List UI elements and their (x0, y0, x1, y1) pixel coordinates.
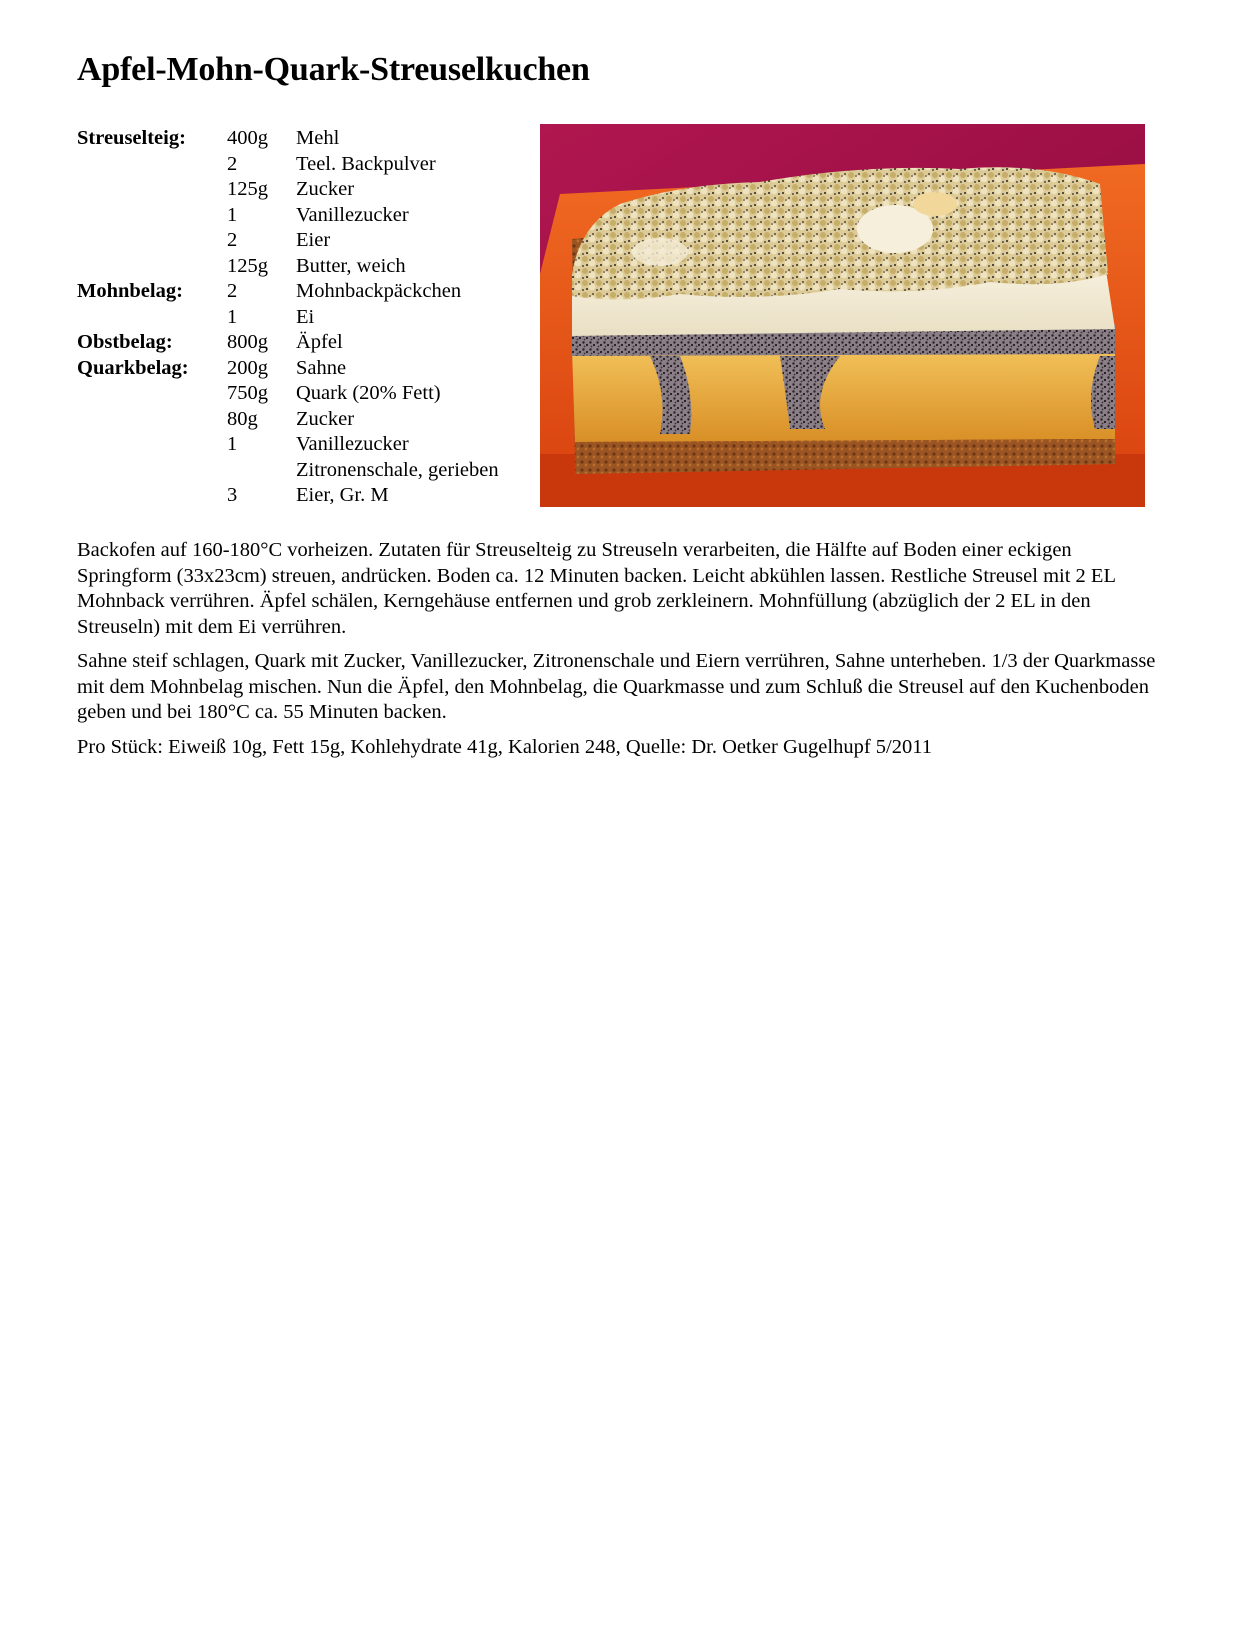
instruction-paragraph: Sahne steif schlagen, Quark mit Zucker, Vanillezucker, Zitronenschale und Eiern verrühren, Sahne unterheben. 1/3 der Quarkmasse mit dem Mohnbelag mischen. Nun die Äpfel, den Mohnbelag, die Quarkmasse und zum Schluß die Streusel auf den Kuchenboden geben und bei 180°C ca. 55 Minuten backen. (77, 650, 1156, 723)
ingredient-name: Quark (20% Fett) (296, 382, 441, 404)
ingredient-row (77, 407, 537, 433)
ingredient-section (77, 381, 227, 407)
ingredient-section (77, 432, 227, 458)
ingredient-name: Vanillezucker (296, 203, 409, 226)
ingredient-row (77, 305, 537, 331)
ingredient-row (77, 432, 537, 458)
ingredient-quantity: 2 (227, 152, 238, 175)
ingredient-name: Zucker (296, 178, 355, 200)
ingredient-section (77, 305, 227, 331)
ingredient-section (77, 254, 227, 280)
ingredient-quantity: 125g (227, 254, 268, 277)
ingredient-row (77, 152, 537, 178)
ingredient-row (77, 254, 537, 280)
ingredient-row (77, 279, 537, 305)
instruction-paragraph: Backofen auf 160-180°C vorheizen. Zutaten für Streuselteig zu Streuseln verarbeiten, die Hälfte auf Boden einer eckigen Springform (33x23cm) streuen, andrücken. Boden ca. 12 Minuten backen. Leicht abkühlen lassen. Restliche Streusel mit 2 EL Mohnback verrühren. Äpfel schälen, Kerngehäuse entfernen und grob zerkleinern. Mohnfüllung (abzüglich der 2 EL in den Streuseln) mit dem Ei verrühren. (77, 539, 1116, 638)
ingredient-row (77, 330, 537, 356)
ingredient-name: Äpfel (296, 331, 343, 353)
nutrition-source: Pro Stück: Eiweiß 10g, Fett 15g, Kohlehydrate 41g, Kalorien 248, Quelle: Dr. Oetker Gugelhupf 5/2011 (77, 735, 932, 758)
ingredient-name: Eier (296, 229, 331, 251)
ingredient-quantity: 1 (227, 433, 238, 455)
ingredient-row (77, 356, 537, 382)
ingredient-section (77, 483, 227, 509)
ingredient-quantity: 125g (227, 178, 268, 200)
ingredient-row (77, 483, 537, 509)
ingredient-row (77, 203, 537, 229)
cake-photo (540, 124, 1145, 507)
ingredient-quantity: 200g (227, 356, 268, 379)
ingredient-name: Teel. Backpulver (296, 152, 436, 175)
ingredient-quantity: 2 (227, 229, 238, 251)
ingredient-quantity: 3 (227, 484, 238, 506)
ingredient-name: Sahne (296, 356, 347, 379)
ingredient-name: Zucker (296, 407, 355, 430)
ingredient-section: Mohnbelag: (77, 280, 183, 302)
ingredient-quantity: 400g (227, 127, 268, 149)
ingredient-section: Streuselteig: (77, 127, 186, 149)
ingredient-section: Obstbelag: (77, 331, 173, 353)
ingredient-quantity: 750g (227, 382, 268, 404)
ingredient-name: Vanillezucker (296, 433, 409, 455)
ingredient-quantity (227, 458, 296, 484)
ingredient-name: Mohnbackpäckchen (296, 280, 462, 302)
ingredient-section (77, 407, 227, 433)
ingredient-row (77, 177, 537, 203)
ingredient-name: Eier, Gr. M (296, 484, 389, 506)
ingredient-quantity: 1 (227, 305, 238, 328)
ingredient-quantity: 80g (227, 407, 258, 430)
ingredients-table (77, 126, 537, 509)
ingredient-quantity: 1 (227, 203, 238, 226)
page-title: Apfel-Mohn-Quark-Streuselkuchen (77, 51, 590, 88)
ingredient-name: Zitronenschale, gerieben (296, 458, 499, 481)
ingredient-section (77, 177, 227, 203)
ingredient-row (77, 126, 537, 152)
ingredient-quantity: 800g (227, 331, 268, 353)
ingredient-section (77, 458, 227, 484)
ingredient-section: Quarkbelag: (77, 356, 189, 379)
ingredient-name: Mehl (296, 127, 340, 149)
ingredient-section (77, 228, 227, 254)
ingredient-row (77, 381, 537, 407)
ingredient-section (77, 203, 227, 229)
ingredient-row (77, 228, 537, 254)
ingredient-section (77, 152, 227, 178)
instructions (77, 538, 1167, 769)
ingredient-row (77, 458, 537, 484)
ingredient-name: Butter, weich (296, 254, 406, 277)
ingredient-name: Ei (296, 305, 315, 328)
ingredient-quantity: 2 (227, 280, 238, 302)
